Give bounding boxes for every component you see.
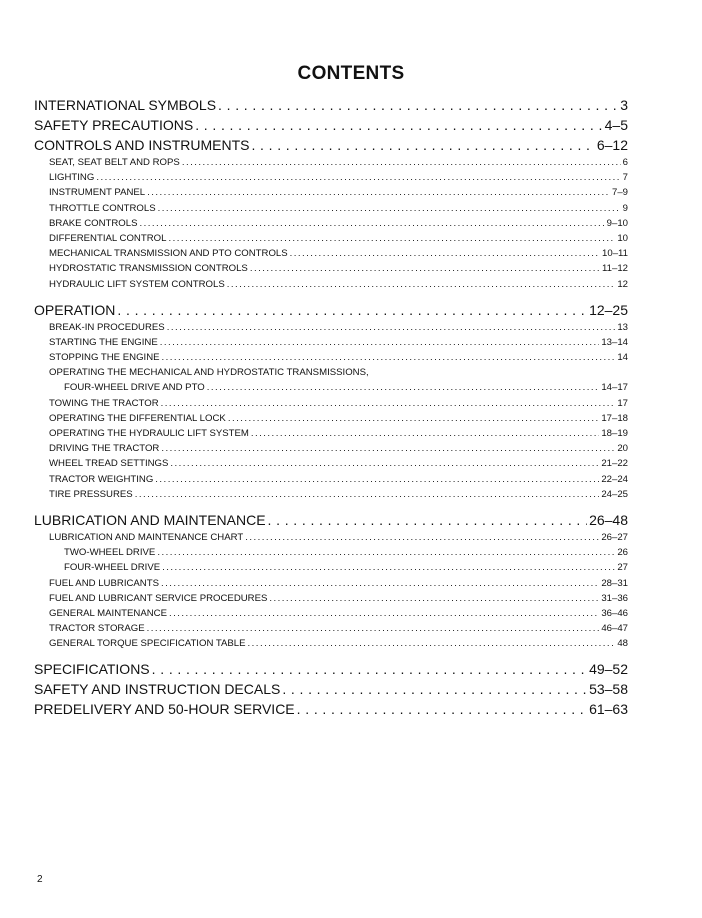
toc-entry-page: 49–52 xyxy=(589,661,628,678)
toc-subsection-entry[interactable] xyxy=(34,201,628,216)
toc-entry-label: TOWING THE TRACTOR xyxy=(49,397,159,409)
section-gap xyxy=(34,292,628,300)
toc-entry-label: LIGHTING xyxy=(49,172,95,184)
dot-leader xyxy=(147,185,610,200)
toc-subsection-entry[interactable] xyxy=(34,411,628,426)
toc-entry-label: BREAK-IN PROCEDURES xyxy=(49,321,165,333)
toc-entry-label: INTERNATIONAL SYMBOLS xyxy=(34,97,217,113)
toc-entry-page: 26–48 xyxy=(589,511,628,528)
toc-entry-label: TIRE PRESSURES xyxy=(49,488,133,500)
toc-entry-page: 13–14 xyxy=(601,336,628,348)
toc-entry-page: 7 xyxy=(622,172,628,184)
toc-entry-page: 6 xyxy=(622,157,628,168)
dot-leader xyxy=(182,155,621,170)
toc-subsection-entry[interactable] xyxy=(34,246,628,261)
dot-leader xyxy=(245,530,599,545)
toc-entry-label: DIFFERENTIAL CONTROL xyxy=(49,232,167,244)
toc-entry-label: HYDRAULIC LIFT SYSTEM CONTROLS xyxy=(49,278,225,290)
dot-leader xyxy=(169,606,599,621)
toc-subsection-entry[interactable] xyxy=(34,335,628,350)
dot-leader xyxy=(140,216,605,231)
toc-subsection-entry[interactable] xyxy=(34,487,628,502)
dot-leader xyxy=(251,135,594,155)
dot-leader xyxy=(207,380,600,395)
toc-subsection-entry[interactable] xyxy=(34,545,628,560)
toc-subsection-entry[interactable] xyxy=(34,350,628,365)
page-title: CONTENTS xyxy=(297,63,405,84)
toc-entry-label: SEAT, SEAT BELT AND ROPS xyxy=(49,157,180,168)
toc-subsection-entry[interactable] xyxy=(34,396,628,411)
dot-leader xyxy=(170,456,599,471)
toc-section-entry[interactable] xyxy=(34,135,628,155)
dot-leader xyxy=(161,441,615,456)
toc-entry-page: 48 xyxy=(617,638,628,650)
toc-subsection-entry[interactable] xyxy=(34,560,628,575)
toc-subsection-entry[interactable] xyxy=(34,606,628,621)
toc-entry-label: FUEL AND LUBRICANTS xyxy=(49,577,159,589)
toc-entry-label: FOUR-WHEEL DRIVE xyxy=(64,562,161,574)
toc-subsection-entry[interactable] xyxy=(34,441,628,456)
toc-entry-label: THROTTLE CONTROLS xyxy=(49,202,156,214)
toc-entry-page: 7–9 xyxy=(611,187,628,199)
toc-subsection-entry[interactable] xyxy=(34,231,628,246)
toc-entry-page: 13 xyxy=(617,321,628,333)
dot-leader xyxy=(195,115,602,135)
dot-leader xyxy=(155,472,599,487)
page-number: 2 xyxy=(37,874,43,885)
toc-entry-label: INSTRUMENT PANEL xyxy=(49,187,146,199)
section-gap xyxy=(34,651,628,659)
dot-leader xyxy=(248,636,616,651)
section-gap xyxy=(34,502,628,510)
dot-leader xyxy=(162,560,615,575)
toc-entry-label: GENERAL TORQUE SPECIFICATION TABLE xyxy=(49,638,246,650)
toc-entry-label: FOUR-WHEEL DRIVE AND PTO xyxy=(64,382,205,394)
toc-entry-label: STARTING THE ENGINE xyxy=(49,336,158,348)
toc-entry-page: 21–22 xyxy=(601,458,628,470)
dot-leader xyxy=(162,350,616,365)
dot-leader xyxy=(161,576,599,591)
toc-subsection-entry[interactable] xyxy=(34,277,628,292)
dot-leader xyxy=(268,510,588,530)
toc-entry-page: 3 xyxy=(620,97,628,113)
dot-leader xyxy=(290,246,600,261)
toc-subsection-entry[interactable] xyxy=(34,320,628,335)
toc-entry-label: TRACTOR STORAGE xyxy=(49,623,145,635)
dot-leader xyxy=(160,335,600,350)
toc-entry-page: 27 xyxy=(617,562,628,574)
toc-subsection-entry[interactable] xyxy=(34,426,628,441)
toc-entry-label: GENERAL MAINTENANCE xyxy=(49,607,167,619)
toc-entry-label: LUBRICATION AND MAINTENANCE CHART xyxy=(49,531,244,543)
toc-subsection-entry[interactable] xyxy=(34,365,628,380)
dot-leader xyxy=(96,170,620,185)
toc-entry-label: LUBRICATION AND MAINTENANCE xyxy=(34,511,266,528)
toc-entry-page: 17 xyxy=(617,397,628,409)
dot-leader xyxy=(117,300,587,320)
toc-entry-label: SAFETY PRECAUTIONS xyxy=(34,117,194,133)
toc-entry-page: 61–63 xyxy=(589,701,628,718)
toc-section-entry[interactable] xyxy=(34,699,628,719)
toc-entry-page: 9 xyxy=(622,202,628,214)
dot-leader xyxy=(167,320,616,335)
toc-section-entry[interactable] xyxy=(34,95,628,115)
toc-entry-page: 31–36 xyxy=(601,592,628,604)
toc-entry-page: 10 xyxy=(617,232,628,244)
toc-entry-label: CONTROLS AND INSTRUMENTS xyxy=(34,137,250,153)
toc-entry-label: WHEEL TREAD SETTINGS xyxy=(49,458,169,470)
toc-entry-page: 22–24 xyxy=(601,473,628,485)
dot-leader xyxy=(152,659,587,679)
toc-entry-label: SPECIFICATIONS xyxy=(34,661,150,678)
toc-subsection-entry[interactable] xyxy=(34,636,628,651)
toc-subsection-entry[interactable] xyxy=(34,185,628,200)
toc-section-entry[interactable] xyxy=(34,115,628,135)
toc-section-entry[interactable] xyxy=(34,510,628,530)
dot-leader xyxy=(282,679,587,699)
toc-entry-label: OPERATION xyxy=(34,301,116,318)
toc-entry-label: TWO-WHEEL DRIVE xyxy=(64,547,156,559)
dot-leader xyxy=(250,261,600,276)
toc-entry-page: 10–11 xyxy=(602,248,628,260)
dot-leader xyxy=(161,396,616,411)
table-of-contents xyxy=(34,95,628,719)
toc-subsection-entry[interactable] xyxy=(34,155,628,170)
toc-entry-label: FUEL AND LUBRICANT SERVICE PROCEDURES xyxy=(49,592,268,604)
toc-entry-page: 26–27 xyxy=(601,531,628,543)
toc-entry-label: SAFETY AND INSTRUCTION DECALS xyxy=(34,681,281,698)
toc-entry-page: 20 xyxy=(617,443,628,455)
toc-entry-page: 14–17 xyxy=(601,382,628,394)
toc-entry-page: 18–19 xyxy=(601,428,628,439)
toc-entry-page: 46–47 xyxy=(601,623,628,635)
toc-subsection-entry[interactable] xyxy=(34,170,628,185)
toc-entry-label: OPERATING THE HYDRAULIC LIFT SYSTEM xyxy=(49,428,249,439)
dot-leader xyxy=(168,231,615,246)
toc-subsection-entry[interactable] xyxy=(34,621,628,636)
dot-leader xyxy=(158,201,621,216)
toc-entry-page: 12 xyxy=(617,278,628,290)
toc-entry-page: 26 xyxy=(617,547,628,559)
dot-leader xyxy=(297,699,587,719)
toc-entry-page: 14 xyxy=(617,352,628,364)
toc-entry-label: HYDROSTATIC TRANSMISSION CONTROLS xyxy=(49,263,248,275)
toc-subsection-entry[interactable] xyxy=(34,591,628,606)
toc-entry-label: OPERATING THE DIFFERENTIAL LOCK xyxy=(49,412,226,424)
toc-section-entry[interactable] xyxy=(34,300,628,320)
toc-entry-page: 4–5 xyxy=(604,117,628,133)
dot-leader xyxy=(218,95,618,115)
toc-entry-label: OPERATING THE MECHANICAL AND HYDROSTATIC TRANSMISSIONS, xyxy=(49,367,369,379)
dot-leader xyxy=(251,426,599,441)
dot-leader xyxy=(147,621,600,636)
toc-subsection-entry[interactable] xyxy=(34,380,628,395)
toc-entry-page: 6–12 xyxy=(596,137,628,153)
toc-subsection-entry[interactable] xyxy=(34,216,628,231)
toc-entry-page: 12–25 xyxy=(589,301,628,318)
dot-leader xyxy=(269,591,599,606)
dot-leader xyxy=(157,545,615,560)
toc-section-entry[interactable] xyxy=(34,679,628,699)
dot-leader xyxy=(228,411,600,426)
dot-leader xyxy=(227,277,616,292)
toc-entry-label: DRIVING THE TRACTOR xyxy=(49,443,160,455)
toc-entry-page: 53–58 xyxy=(589,681,628,698)
toc-entry-label: STOPPING THE ENGINE xyxy=(49,352,160,364)
toc-entry-page: 17–18 xyxy=(601,412,628,424)
toc-subsection-entry[interactable] xyxy=(34,456,628,471)
toc-entry-label: BRAKE CONTROLS xyxy=(49,217,138,229)
toc-entry-page: 36–46 xyxy=(601,607,628,619)
toc-entry-page: 9–10 xyxy=(606,217,628,229)
toc-entry-page: 11–12 xyxy=(602,263,628,275)
dot-leader xyxy=(135,487,600,502)
toc-subsection-entry[interactable] xyxy=(34,530,628,545)
toc-entry-label: PREDELIVERY AND 50-HOUR SERVICE xyxy=(34,701,295,718)
toc-subsection-entry[interactable] xyxy=(34,261,628,276)
toc-subsection-entry[interactable] xyxy=(34,576,628,591)
toc-entry-label: MECHANICAL TRANSMISSION AND PTO CONTROLS xyxy=(49,248,288,260)
toc-entry-page: 24–25 xyxy=(601,488,628,500)
toc-section-entry[interactable] xyxy=(34,659,628,679)
toc-subsection-entry[interactable] xyxy=(34,472,628,487)
toc-entry-page: 28–31 xyxy=(601,577,628,589)
toc-entry-label: TRACTOR WEIGHTING xyxy=(49,473,154,485)
